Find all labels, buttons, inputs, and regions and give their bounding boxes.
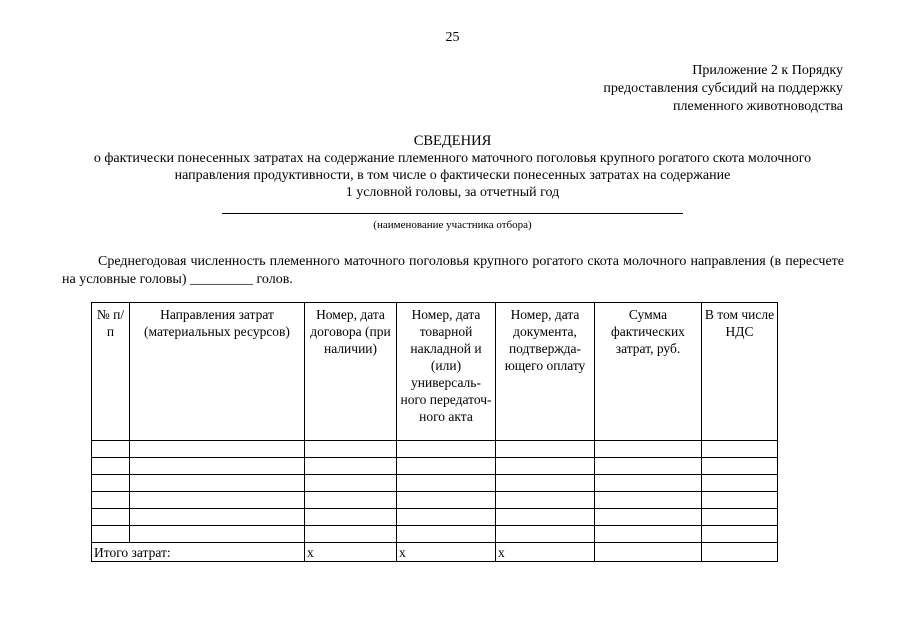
total-sum-cell[interactable] <box>595 543 702 562</box>
heading-line-3: 1 условной головы, за отчетный год <box>345 185 560 200</box>
table-cell[interactable] <box>496 526 595 543</box>
header-contract: Номер, дата договора (при наличии) <box>305 303 397 441</box>
table-row <box>92 492 778 509</box>
table-row <box>92 441 778 458</box>
table-cell[interactable] <box>595 526 702 543</box>
table-cell[interactable] <box>702 526 778 543</box>
table-cell[interactable] <box>496 441 595 458</box>
table-row <box>92 458 778 475</box>
headcount-paragraph <box>62 253 844 289</box>
table-cell[interactable] <box>496 492 595 509</box>
table-cell[interactable] <box>305 475 397 492</box>
document-title: СВЕДЕНИЯ <box>413 133 492 149</box>
table-cell[interactable] <box>397 475 496 492</box>
table-cell[interactable] <box>92 526 130 543</box>
total-payment-cell: х <box>496 543 595 562</box>
appendix-line-2: предоставления субсидий на поддержку <box>603 81 843 96</box>
table-cell[interactable] <box>92 441 130 458</box>
header-payment-document: Номер, дата документа, подтвержда-ющего оплату <box>496 303 595 441</box>
total-vat-cell[interactable] <box>702 543 778 562</box>
appendix-line-3: племенного животноводства <box>673 99 843 114</box>
table-cell[interactable] <box>595 509 702 526</box>
participant-caption: (наименование участника отбора) <box>373 219 532 231</box>
header-vat: В том числе НДС <box>702 303 778 441</box>
table-cell[interactable] <box>305 492 397 509</box>
appendix-line-1: Приложение 2 к Порядку <box>692 63 843 78</box>
table-cell[interactable] <box>595 441 702 458</box>
table-cell[interactable] <box>397 441 496 458</box>
table-cell[interactable] <box>92 509 130 526</box>
table-cell[interactable] <box>305 441 397 458</box>
table-cell[interactable] <box>92 475 130 492</box>
table-cell[interactable] <box>702 458 778 475</box>
table-header-row <box>92 303 778 441</box>
total-label: Итого затрат: <box>92 543 305 562</box>
appendix-note <box>603 62 843 116</box>
table-cell[interactable] <box>496 475 595 492</box>
header-invoice: Номер, дата товарной накладной и (или) универсаль-ного передаточ-ного акта <box>397 303 496 441</box>
table-row <box>92 509 778 526</box>
table-cell[interactable] <box>305 509 397 526</box>
table-cell[interactable] <box>130 509 305 526</box>
headcount-text: Среднегодовая численность племенного маточного поголовья крупного рогатого скота молочного направления (в пересчете на условные головы) _________ голов. <box>62 254 844 287</box>
table-cell[interactable] <box>130 526 305 543</box>
table-cell[interactable] <box>130 475 305 492</box>
table-cell[interactable] <box>595 492 702 509</box>
table-cell[interactable] <box>92 492 130 509</box>
table-cell[interactable] <box>702 492 778 509</box>
table-cell[interactable] <box>130 441 305 458</box>
table-cell[interactable] <box>397 492 496 509</box>
table-row <box>92 475 778 492</box>
total-invoice-cell: х <box>397 543 496 562</box>
table-cell[interactable] <box>305 526 397 543</box>
table-cell[interactable] <box>397 458 496 475</box>
header-number: № п/п <box>92 303 130 441</box>
header-cost-sum: Сумма фактических затрат, руб. <box>595 303 702 441</box>
table-cell[interactable] <box>397 509 496 526</box>
table-cell[interactable] <box>92 458 130 475</box>
table-cell[interactable] <box>595 458 702 475</box>
document-heading <box>40 133 865 201</box>
header-cost-direction: Направления затрат (материальных ресурсов) <box>130 303 305 441</box>
costs-table <box>91 302 778 562</box>
table-cell[interactable] <box>130 458 305 475</box>
table-cell[interactable] <box>305 458 397 475</box>
table-cell[interactable] <box>496 509 595 526</box>
table-cell[interactable] <box>397 526 496 543</box>
total-contract-cell: х <box>305 543 397 562</box>
table-cell[interactable] <box>702 441 778 458</box>
heading-line-1: о фактически понесенных затратах на содержание племенного маточного поголовья крупного рогатого скота молочного <box>93 151 812 166</box>
table-cell[interactable] <box>702 509 778 526</box>
table-row <box>92 526 778 543</box>
total-row <box>92 543 778 562</box>
page-number: 25 <box>445 30 460 45</box>
heading-line-2: направления продуктивности, в том числе о фактически понесенных затратах на содержание <box>174 168 731 183</box>
table-cell[interactable] <box>702 475 778 492</box>
table-cell[interactable] <box>496 458 595 475</box>
table-cell[interactable] <box>595 475 702 492</box>
participant-name-line <box>222 213 683 214</box>
table-cell[interactable] <box>130 492 305 509</box>
